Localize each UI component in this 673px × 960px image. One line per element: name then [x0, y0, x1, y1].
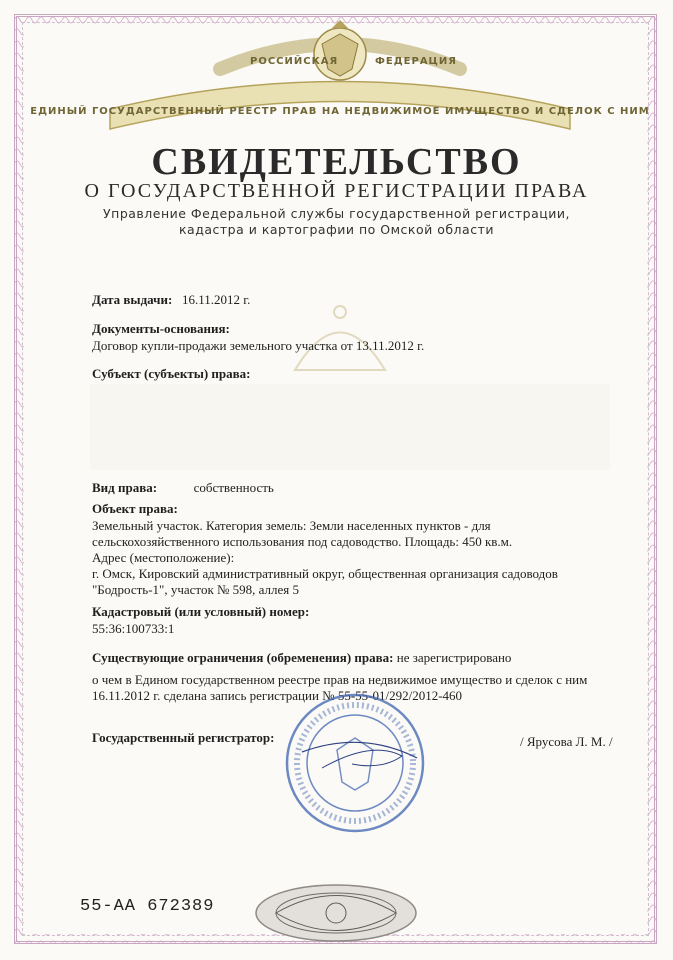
issue-date-label: Дата выдачи: [92, 292, 173, 307]
right-type-value: собственность [193, 480, 274, 495]
emblem-arc-right: ФЕДЕРАЦИЯ [375, 56, 457, 67]
serial-number: 55-АА 672389 [80, 897, 215, 916]
registrar-name: / Ярусова Л. М. / [520, 734, 613, 749]
encumbrance-label: Существующие ограничения (обременения) права: [92, 650, 394, 665]
object-label: Объект права: [92, 501, 178, 516]
basis-value: Договор купли-продажи земельного участка от 13.11.2012 г. [92, 338, 425, 353]
right-type-label: Вид права: [92, 480, 158, 495]
emblem-arc-left: РОССИЙСКАЯ [250, 56, 339, 67]
address-line-2: "Бодрость-1", участок № 598, аллея 5 [92, 582, 300, 597]
document-title: СВИДЕТЕЛЬСТВО [151, 141, 522, 183]
address-line-1: г. Омск, Кировский административный округ, общественная организация садоводов [92, 566, 558, 581]
emblem-ornament [30, 14, 650, 144]
coat-of-arms-icon [314, 20, 366, 80]
document-subtitle: О ГОСУДАРСТВЕННОЙ РЕГИСТРАЦИИ ПРАВА [84, 180, 589, 202]
emblem-ribbon: ЕДИНЫЙ ГОСУДАРСТВЕННЫЙ РЕЕСТР ПРАВ НА НЕДВИЖИМОЕ ИМУЩЕСТВО И СДЕЛОК С НИМ [30, 106, 650, 117]
official-seal-icon [282, 690, 428, 836]
subject-label: Субъект (субъекты) права: [92, 366, 251, 381]
right-type-row [92, 480, 274, 496]
registrar-label: Государственный регистратор: [92, 730, 275, 745]
basis-label: Документы-основания: [92, 321, 230, 336]
issuer-line-2: кадастра и картографии по Омской области [179, 222, 494, 237]
cadastral-label: Кадастровый (или условный) номер: [92, 604, 310, 619]
record-line-1: о чем в Едином государственном реестре прав на недвижимое имущество и сделок с ним [92, 672, 588, 687]
redacted-subject-area [90, 384, 610, 470]
issue-date-row [92, 292, 250, 308]
issuer-line-1: Управление Федеральной службы государственной регистрации, [103, 206, 570, 221]
bottom-rosette-ornament [246, 878, 426, 948]
issue-date-value: 16.11.2012 г. [182, 292, 251, 307]
object-line-2: сельскохозяйственного использования под садоводство. Площадь: 450 кв.м. [92, 534, 513, 549]
address-label: Адрес (местоположение): [92, 550, 235, 565]
object-line-1: Земельный участок. Категория земель: Земли населенных пунктов - для [92, 518, 491, 533]
encumbrance-value: не зарегистрировано [396, 650, 512, 665]
encumbrance-row [92, 650, 511, 666]
record-line-2: 16.11.2012 г. сделана запись регистрации № 55-55-01/292/2012-460 [92, 688, 463, 703]
cadastral-value: 55:36:100733:1 [92, 621, 175, 636]
